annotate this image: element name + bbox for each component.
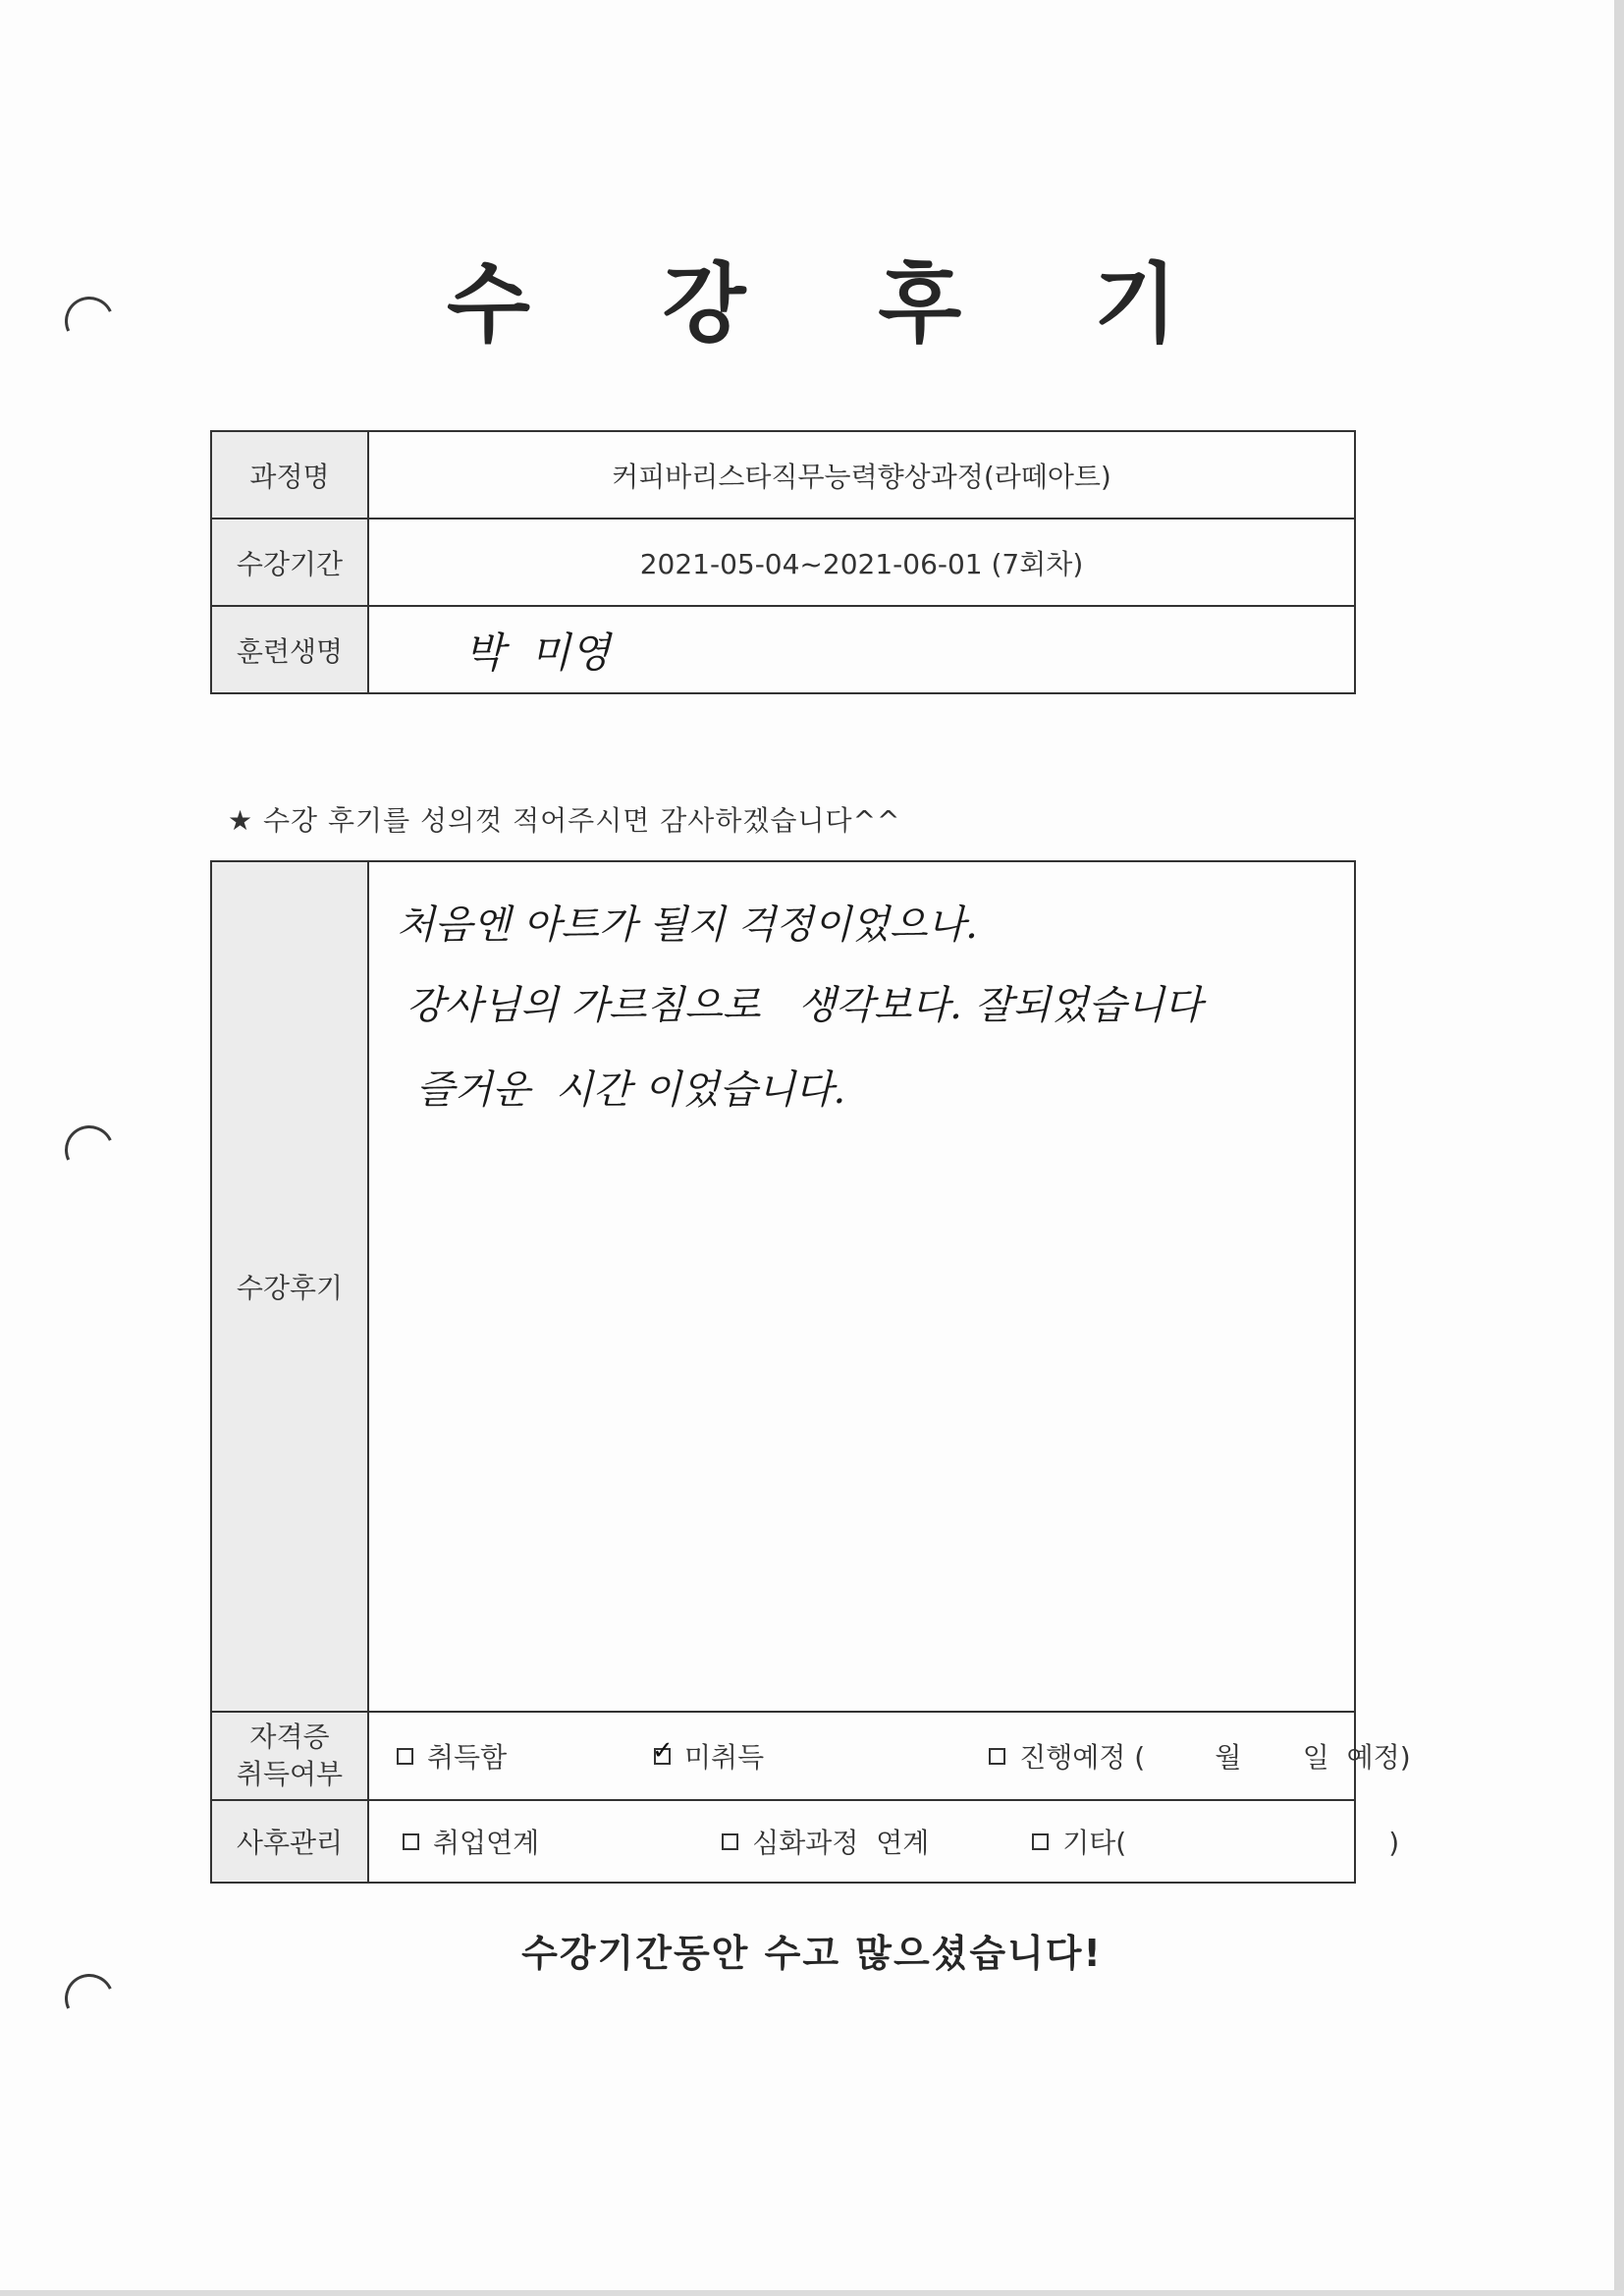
review-content [368, 861, 1355, 1712]
option-advanced-label: 심화과정 연계 [752, 1827, 930, 1859]
followup-option-job[interactable] [403, 1822, 539, 1861]
option-obtained-label: 취득함 [427, 1741, 508, 1774]
review-table [210, 860, 1411, 1884]
closing-message: 수강기간동안 수고 많으셨습니다! [521, 1932, 1103, 1975]
certificate-option-obtained[interactable] [397, 1736, 507, 1776]
checkbox-job-link[interactable] [403, 1833, 419, 1850]
option-other-label: 기타( ) [1062, 1827, 1400, 1859]
followup-label: 사후관리 [211, 1800, 368, 1883]
review-label: 수강후기 [211, 861, 368, 1712]
checkbox-other[interactable] [1032, 1833, 1049, 1850]
checkbox-advanced-course[interactable] [722, 1833, 738, 1850]
checkbox-in-progress[interactable] [989, 1748, 1005, 1765]
check-mark-icon: ✓ [652, 1736, 674, 1766]
certificate-label-line2: 취득여부 [236, 1758, 344, 1790]
certificate-label-line1: 자격증 [249, 1721, 330, 1753]
binder-hole-middle [58, 1119, 121, 1181]
followup-option-other[interactable] [962, 1789, 1399, 1893]
option-job-label: 취업연계 [433, 1827, 540, 1859]
course-value: 커피바리스타직무능력향상과정(라떼아트) [368, 431, 1355, 519]
review-line-2: 강사님의 가르침으로 생각보다. 잘되었습니다 [406, 983, 1203, 1028]
certificate-option-not-obtained[interactable] [654, 1736, 764, 1776]
certificate-options [368, 1712, 1411, 1800]
option-in-progress-label: 진행예정 ( 월 일 예정) [1019, 1741, 1411, 1774]
period-value: 2021-05-04~2021-06-01 (7회차) [368, 519, 1355, 606]
checkbox-not-obtained[interactable] [652, 1736, 674, 1766]
followup-options [368, 1800, 1400, 1883]
option-not-obtained-label: 미취득 [684, 1741, 765, 1774]
checkbox-obtained[interactable] [397, 1748, 413, 1765]
trainee-name-handwritten: 박 미영 [464, 628, 611, 677]
certificate-label [211, 1712, 368, 1800]
course-info-table [210, 430, 1356, 694]
review-line-1: 처음엔 아트가 될지 걱정이었으나. [397, 902, 978, 948]
followup-option-advanced[interactable] [652, 1789, 929, 1893]
scan-edge-bottom [0, 2290, 1624, 2296]
review-line-3: 즐거운 시간 이었습니다. [416, 1067, 846, 1113]
period-label: 수강기간 [211, 519, 368, 606]
trainee-cell [368, 606, 1355, 693]
course-label: 과정명 [211, 431, 368, 519]
page-title: 수 강 후 기 [447, 253, 1228, 355]
notice-text: ★ 수강 후기를 성의껏 적어주시면 감사하겠습니다^^ [228, 804, 901, 837]
trainee-label: 훈련생명 [211, 606, 368, 693]
